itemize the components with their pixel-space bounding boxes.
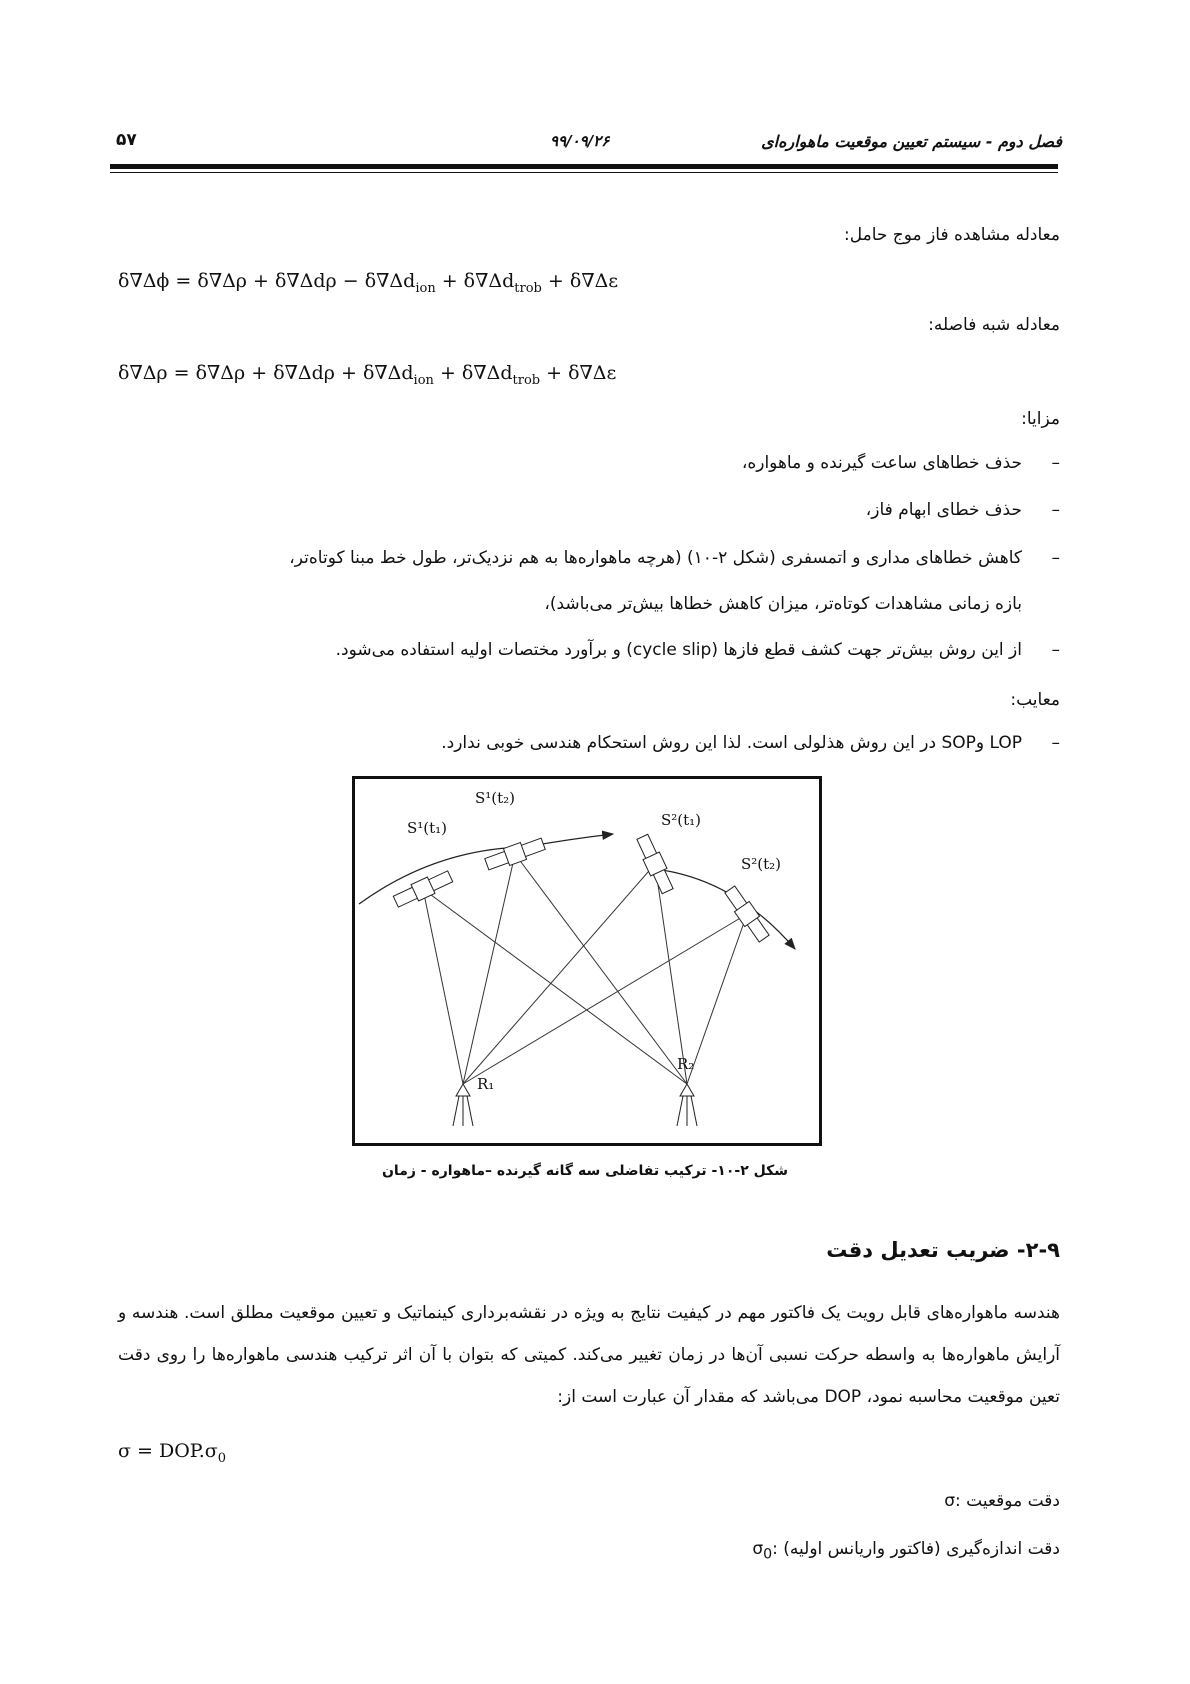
disadvantage-text: LOP وSOP در این روش هذلولی است. لذا این روش استحکام هندسی خوبی ندارد. — [441, 733, 1022, 753]
carrier-phase-label: معادله مشاهده فاز موج حامل: — [844, 225, 1060, 245]
bullet-dash: – — [1051, 733, 1060, 753]
formula-part: + δ∇Δd — [435, 270, 515, 292]
formula-part: σ = DOP.σ — [118, 1440, 218, 1462]
receiver-icon — [453, 1084, 473, 1126]
advantage-item — [866, 500, 1060, 520]
triple-difference-diagram — [355, 779, 819, 1143]
formula-part: + δ∇Δε — [540, 362, 617, 384]
orbit-path-2 — [655, 869, 795, 949]
satellite-icon — [392, 868, 454, 910]
satellite-icon — [484, 835, 547, 872]
satellite-icon — [722, 884, 771, 943]
sigma-char: σ — [752, 1539, 764, 1559]
label-s2-t1: S²(t₁) — [661, 811, 702, 829]
page-number: ۵۷ — [116, 130, 137, 150]
definition-sigma: σ: دقت موقعیت — [944, 1491, 1060, 1511]
advantage-item — [742, 453, 1060, 473]
formula-part: δ∇Δρ = δ∇Δρ + δ∇Δdρ + δ∇Δd — [118, 362, 414, 384]
definition-sigma0 — [752, 1536, 1060, 1567]
disadvantages-title: معایب: — [1010, 690, 1060, 710]
sigma0-text: : دقت اندازه‌گیری (فاکتور واریانس اولیه) — [772, 1539, 1060, 1559]
receiver-icon — [677, 1084, 697, 1126]
bullet-dash: – — [1051, 548, 1060, 568]
formula-sub: trob — [514, 280, 542, 296]
label-s1-t1: S¹(t₁) — [407, 819, 448, 837]
formula-part: δ∇Δϕ = δ∇Δρ + δ∇Δdρ − δ∇Δd — [118, 270, 416, 292]
figure-caption: شکل ۲-۱۰- ترکیب تفاضلی سه گانه گیرنده –ماهواره - زمان — [381, 1163, 789, 1179]
header-rule-thick — [110, 164, 1058, 169]
bullet-dash: – — [1051, 640, 1060, 660]
label-r2: R₂ — [677, 1055, 695, 1073]
advantages-title: مزایا: — [1021, 409, 1060, 429]
formula-sub: 0 — [217, 1450, 227, 1466]
figure-frame — [352, 776, 822, 1146]
sigma-sub: 0 — [763, 1546, 773, 1563]
section-heading: ۲-۹- ضریب تعدیل دقت — [826, 1238, 1060, 1262]
section-paragraph: هندسه ماهواره‌های قابل رویت یک فاکتور مهم در کیفیت نتایج به ویژه در نقشه‌برداری کینماتیک و تعیین موقعیت مطلق است. هندسه و آرایش ماهواره‌ها به واسطه حرکت نسبی آن‌ها در زمان تغییر می‌کند. کمیتی که بتوان با آن اثر ترکیب هندسی ماهواره‌ها را روی دقت تعین موقعیت محاسبه نمود، DOP می‌باشد که مقدار آن عبارت است از: — [118, 1303, 1060, 1407]
carrier-phase-formula — [118, 270, 618, 296]
sigma0-symbol — [752, 1539, 773, 1563]
advantage-item — [112, 548, 1060, 568]
label-s2-t2: S²(t₂) — [741, 855, 782, 873]
formula-sub: ion — [413, 372, 434, 388]
disadvantage-item — [441, 733, 1060, 753]
advantage-text: از این روش بیش‌تر جهت کشف قطع فازها (cycle slip) و برآورد مختصات اولیه استفاده می‌شود. — [335, 640, 1022, 660]
satellite-icon — [634, 833, 676, 895]
signal-lines — [423, 854, 747, 1084]
advantage-item — [336, 640, 1060, 660]
header-date: ۹۹/۰۹/۲۶ — [550, 132, 610, 150]
advantage-text: حذف خطای ابهام فاز، — [865, 500, 1022, 520]
header-rule-thin — [110, 172, 1058, 173]
formula-part: + δ∇Δε — [541, 270, 619, 292]
pseudorange-label: معادله شبه فاصله: — [928, 315, 1060, 335]
advantage-continuation: بازه زمانی مشاهدات کوتاه‌تر، میزان کاهش خطاها بیش‌تر می‌باشد)، — [544, 594, 1022, 614]
dop-formula — [118, 1440, 226, 1466]
label-s1-t2: S¹(t₂) — [475, 789, 516, 807]
bullet-dash: – — [1051, 453, 1060, 473]
orbit-path-1 — [359, 834, 613, 904]
formula-part: + δ∇Δd — [433, 362, 513, 384]
advantage-text: حذف خطاهای ساعت گیرنده و ماهواره، — [741, 453, 1022, 473]
bullet-dash: – — [1051, 500, 1060, 520]
chapter-title: فصل دوم - سیستم تعیین موقعیت ماهواره‌ای — [761, 132, 1062, 151]
label-r1: R₁ — [477, 1075, 495, 1093]
formula-sub: ion — [415, 280, 436, 296]
advantage-text: کاهش خطاهای مداری و اتمسفری (شکل ۲-۱۰) (هرچه ماهواره‌ها به هم نزدیک‌تر، طول خط مبنا کوتاه‌تر، — [289, 548, 1022, 568]
pseudorange-formula — [118, 362, 616, 388]
formula-sub: trob — [512, 372, 541, 388]
